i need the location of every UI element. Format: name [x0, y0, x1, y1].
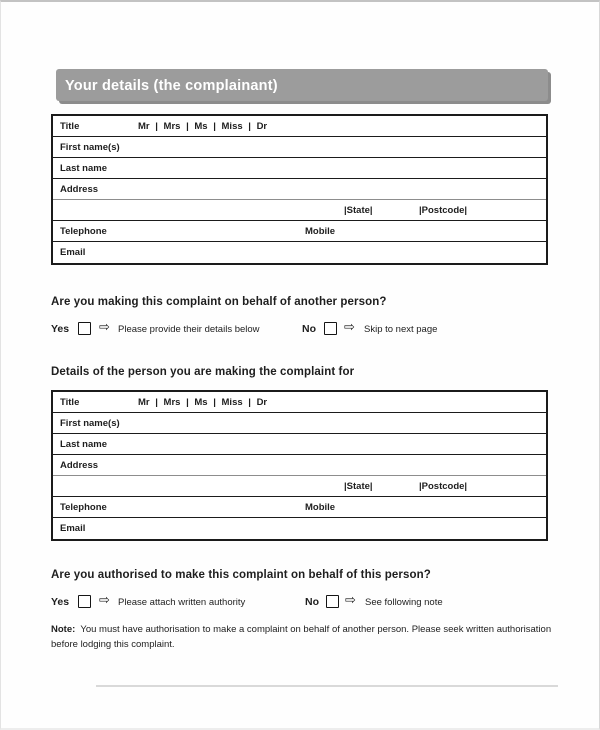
last-name-input-area[interactable] — [107, 434, 546, 454]
mobile-input-area[interactable] — [343, 497, 546, 517]
note-text: You must have authorisation to make a complaint on behalf of another person. Please seek written authorisation before lodging this complaint. — [51, 624, 552, 650]
title-options[interactable]: Mr | Mrs | Ms | Miss | Dr — [138, 120, 268, 132]
subject-details-table — [51, 390, 548, 541]
table-row-first-name — [53, 413, 546, 434]
subject-section-heading: Details of the person you are making the complaint for — [51, 366, 355, 378]
table-row-phone — [53, 497, 546, 518]
no-checkbox[interactable] — [326, 595, 339, 608]
state-input-area[interactable] — [375, 476, 417, 496]
first-name-label: First name(s) — [60, 141, 120, 153]
address-input-area[interactable] — [98, 179, 546, 199]
note-label: Note: — [51, 624, 76, 635]
section-header-title: Your details (the complainant) — [65, 77, 278, 94]
email-label: Email — [60, 247, 86, 258]
authorisation-note — [51, 623, 553, 652]
first-name-input-area[interactable] — [120, 137, 546, 157]
behalf-question-answers — [1, 321, 600, 339]
arrow-right-icon: ⇨ — [344, 320, 355, 335]
email-input-area[interactable] — [85, 242, 546, 263]
behalf-question-heading: Are you making this complaint on behalf of another person? — [51, 296, 387, 308]
telephone-label: Telephone — [60, 225, 107, 237]
authorised-question-answers — [1, 594, 600, 612]
last-name-input-area[interactable] — [107, 158, 546, 178]
footer-divider-line — [96, 685, 558, 687]
table-row-address — [53, 455, 546, 476]
authorised-question-heading: Are you authorised to make this complaint on behalf of this person? — [51, 569, 431, 581]
table-row-last-name — [53, 434, 546, 455]
last-name-label: Last name — [60, 438, 107, 450]
yes-checkbox[interactable] — [78, 322, 91, 335]
yes-instruction: Please attach written authority — [118, 597, 246, 608]
complainant-details-table — [51, 114, 548, 265]
no-instruction: See following note — [365, 597, 443, 608]
no-label: No — [302, 323, 316, 335]
telephone-label: Telephone — [60, 501, 107, 513]
arrow-right-icon: ⇨ — [99, 593, 110, 608]
first-name-input-area[interactable] — [120, 413, 546, 433]
section-header-complainant — [56, 69, 548, 101]
title-options[interactable]: Mr | Mrs | Ms | Miss | Dr — [138, 396, 268, 408]
email-label: Email — [60, 523, 86, 534]
state-input-area[interactable] — [375, 200, 417, 220]
title-label: Title — [60, 120, 80, 132]
table-row-email — [53, 242, 546, 263]
yes-checkbox[interactable] — [78, 595, 91, 608]
table-row-state-postcode — [53, 476, 546, 497]
table-row-email — [53, 518, 546, 539]
no-instruction: Skip to next page — [364, 324, 438, 335]
table-row-last-name — [53, 158, 546, 179]
no-checkbox[interactable] — [324, 322, 337, 335]
table-row-title — [53, 392, 546, 413]
yes-label: Yes — [51, 596, 70, 608]
postcode-input-area[interactable] — [465, 476, 546, 496]
first-name-label: First name(s) — [60, 417, 120, 429]
address-line2-input-area[interactable] — [53, 200, 342, 220]
arrow-right-icon: ⇨ — [99, 320, 110, 335]
postcode-input-area[interactable] — [465, 200, 546, 220]
postcode-label: |Postcode| — [419, 480, 468, 492]
state-label: |State| — [344, 204, 373, 216]
table-row-address — [53, 179, 546, 200]
email-input-area[interactable] — [85, 518, 546, 539]
telephone-input-area[interactable] — [113, 221, 303, 241]
yes-label: Yes — [51, 323, 70, 335]
last-name-label: Last name — [60, 162, 107, 174]
mobile-input-area[interactable] — [343, 221, 546, 241]
title-label: Title — [60, 396, 80, 408]
table-row-first-name — [53, 137, 546, 158]
mobile-label: Mobile — [305, 501, 336, 513]
state-label: |State| — [344, 480, 373, 492]
table-row-state-postcode — [53, 200, 546, 221]
mobile-label: Mobile — [305, 225, 336, 237]
table-row-phone — [53, 221, 546, 242]
telephone-input-area[interactable] — [113, 497, 303, 517]
yes-instruction: Please provide their details below — [118, 324, 260, 335]
arrow-right-icon: ⇨ — [345, 593, 356, 608]
address-label: Address — [60, 459, 99, 471]
address-line2-input-area[interactable] — [53, 476, 342, 496]
table-row-title — [53, 116, 546, 137]
address-input-area[interactable] — [98, 455, 546, 475]
postcode-label: |Postcode| — [419, 204, 468, 216]
no-label: No — [305, 596, 319, 608]
address-label: Address — [60, 183, 99, 195]
